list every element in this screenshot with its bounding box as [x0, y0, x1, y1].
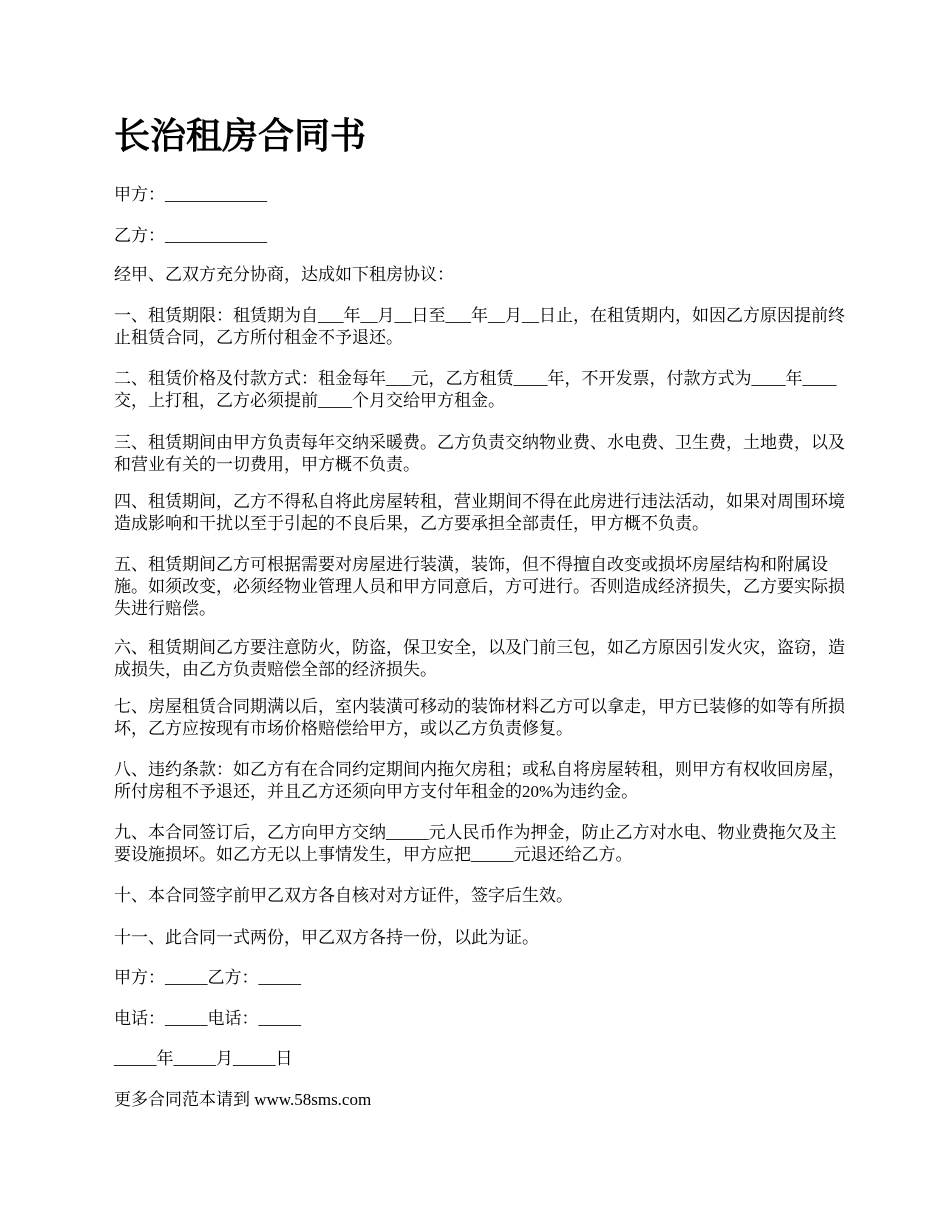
party-a-line: 甲方：____________	[114, 185, 267, 204]
phone-line: 电话：_____电话：_____	[114, 1009, 301, 1028]
clause-5: 五、租赁期间乙方可根据需要对房屋进行装潢，装饰，但不得擅自改变或损坏房屋结构和附属设施。如须改变，必须经物业管理人员和甲方同意后，方可进行。否则造成经济损失，乙方要实际损失进行赔偿。	[114, 555, 845, 618]
clause-3: 三、租赁期间由甲方负责每年交纳采暖费。乙方负责交纳物业费、水电费、卫生费，土地费，以及和营业有关的一切费用，甲方概不负责。	[114, 433, 845, 474]
clause-11: 十一、此合同一式两份，甲乙双方各持一份，以此为证。	[114, 928, 539, 947]
clause-6: 六、租赁期间乙方要注意防火，防盗，保卫安全，以及门前三包，如乙方原因引发火灾，盗窃，造成损失，由乙方负责赔偿全部的经济损失。	[114, 638, 845, 679]
intro-paragraph: 经甲、乙双方充分协商，达成如下租房协议：	[114, 265, 454, 284]
party-b-line: 乙方：____________	[114, 226, 267, 245]
clause-1: 一、租赁期限：租赁期为自___年__月__日至___年__月__日止，在租赁期内，如因乙方原因提前终止租赁合同，乙方所付租金不予退还。	[114, 306, 845, 347]
clause-4: 四、租赁期间，乙方不得私自将此房屋转租，营业期间不得在此房进行违法活动，如果对周围环境造成影响和干扰以至于引起的不良后果，乙方要承担全部责任，甲方概不负责。	[114, 492, 845, 533]
clause-7: 七、房屋租赁合同期满以后，室内装潢可移动的装饰材料乙方可以拿走，甲方已装修的如等有所损坏，乙方应按现有市场价格赔偿给甲方，或以乙方负责修复。	[114, 697, 845, 738]
document-title: 长治租房合同书	[114, 116, 367, 156]
footer-link-text: 更多合同范本请到 www.58sms.com	[114, 1090, 372, 1109]
date-line: _____年_____月_____日	[114, 1049, 293, 1068]
signature-line: 甲方：_____乙方：_____	[114, 968, 301, 987]
clause-8: 八、违约条款：如乙方有在合同约定期间内拖欠房租；或私自将房屋转租，则甲方有权收回房屋，所付房租不予退还，并且乙方还须向甲方支付年租金的20%为违约金。	[114, 760, 845, 801]
clause-2: 二、租赁价格及付款方式：租金每年___元，乙方租赁____年，不开发票，付款方式为____年____交，上打租，乙方必须提前____个月交给甲方租金。	[114, 369, 837, 410]
clause-9: 九、本合同签订后，乙方向甲方交纳_____元人民币作为押金，防止乙方对水电、物业费拖欠及主要设施损坏。如乙方无以上事情发生，甲方应把_____元退还给乙方。	[114, 823, 837, 864]
clause-10: 十、本合同签字前甲乙双方各自核对对方证件，签字后生效。	[114, 886, 573, 905]
